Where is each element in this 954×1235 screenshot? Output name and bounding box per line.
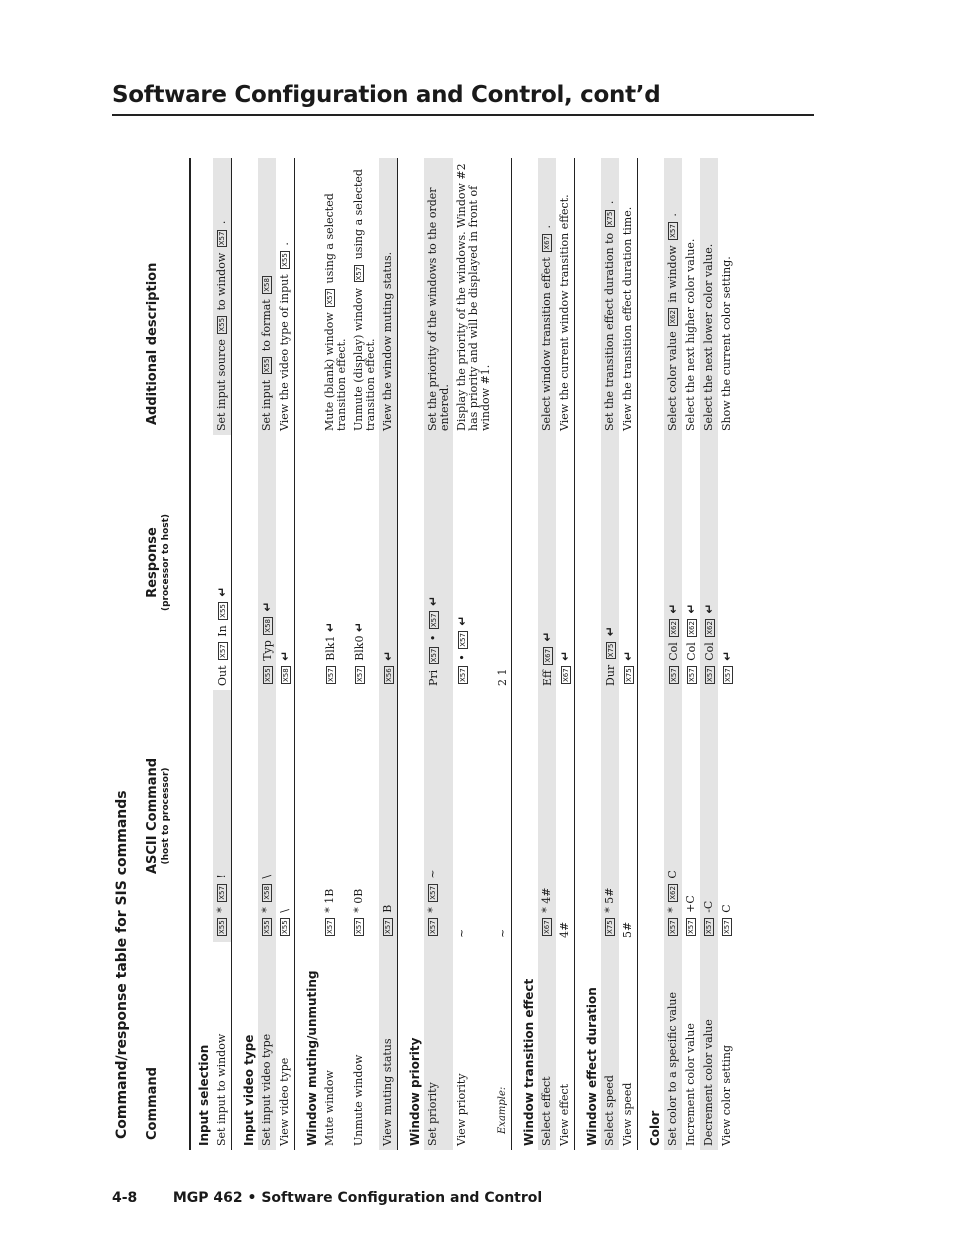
cell-text: Typ: [261, 640, 274, 661]
variable-box: X55: [219, 604, 227, 618]
table-row: [664, 158, 682, 1150]
variable-box: X58: [263, 278, 271, 292]
ascii-cell: [700, 690, 718, 942]
cell-text: C: [720, 904, 733, 913]
cell-text: 4#: [540, 887, 553, 904]
description-cell: [379, 158, 398, 435]
header-response: Response (processor to host): [141, 435, 190, 690]
description-cell: [494, 158, 512, 435]
description-cell: [718, 158, 736, 435]
title-rule: [112, 114, 814, 116]
cell-text: Col: [703, 642, 716, 661]
command-cell: Mute window: [323, 1070, 336, 1146]
cell-text: 1B: [323, 888, 336, 904]
response-cell: [258, 435, 276, 690]
cell-text: .: [666, 213, 679, 217]
header-command: Command: [141, 942, 190, 1150]
cell-text: C: [666, 870, 679, 879]
variable-box: X57: [218, 231, 226, 246]
variable-box: X57: [723, 920, 731, 934]
table-header-row: [141, 158, 190, 1150]
description-cell: [453, 158, 494, 435]
response-cell: [424, 435, 453, 690]
command-cell: View muting status: [379, 942, 398, 1150]
response-cell: [601, 435, 619, 690]
cell-text: using a selected transition effect.: [323, 193, 348, 431]
description-cell: [664, 158, 682, 435]
cell-text: Pri: [427, 669, 440, 686]
response-cell: [664, 435, 682, 690]
description-cell: [258, 158, 276, 435]
variable-box: X75: [607, 643, 615, 658]
variable-box: X57: [218, 886, 226, 900]
cell-text: !: [215, 874, 228, 879]
command-cell: Unmute window: [352, 1054, 365, 1146]
cell-text: 2 1: [496, 668, 509, 686]
command-cell: Set color to a specific value: [664, 942, 682, 1150]
ascii-cell: [350, 690, 379, 942]
return-arrow-icon: ↵: [621, 650, 635, 661]
variable-box: X55: [263, 358, 271, 373]
return-arrow-icon: ↵: [426, 595, 440, 606]
command-cell: View video type: [278, 1057, 291, 1146]
cell-text: Out: [216, 665, 229, 686]
variable-box: X67: [562, 668, 570, 682]
response-cell: [321, 435, 350, 690]
description-cell: [538, 158, 556, 435]
cell-text: B: [381, 904, 394, 913]
cell-text: Set the priority of the windows to the order entered.: [426, 187, 451, 431]
table-row: [718, 158, 736, 1150]
variable-box: X62: [706, 621, 714, 635]
ascii-cell: [213, 690, 232, 942]
ascii-cell: [494, 690, 512, 942]
response-cell: [379, 435, 398, 690]
variable-box: X57: [429, 920, 437, 934]
section-row: Window muting/unmuting: [295, 158, 322, 1150]
return-arrow-icon: ↵: [278, 650, 292, 661]
cell-text: Dur: [604, 664, 617, 686]
command-cell: View color setting: [720, 1044, 733, 1146]
table-row: [379, 158, 398, 1150]
sis-command-table: [141, 158, 789, 1150]
variable-box: X57: [706, 668, 714, 682]
variable-box: X67: [543, 236, 551, 250]
description-cell: [700, 158, 718, 435]
cell-text: Select window transition effect: [540, 257, 553, 431]
variable-box: X62: [669, 886, 677, 900]
return-arrow-icon: ↵: [381, 650, 395, 661]
cell-text: •: [427, 634, 440, 642]
ascii-cell: [276, 690, 295, 942]
table-row: [258, 158, 276, 1150]
command-cell: View priority: [455, 1073, 468, 1146]
variable-box: X55: [218, 920, 226, 934]
variable-box: X57: [219, 644, 227, 658]
cell-text: *: [603, 907, 616, 913]
cell-text: .: [603, 200, 616, 205]
description-cell: [601, 158, 619, 435]
command-cell: Select effect: [538, 942, 556, 1150]
cell-text: to format: [260, 299, 273, 352]
page-title: Software Configuration and Control, cont’d: [112, 82, 661, 108]
ascii-cell: [379, 690, 398, 942]
table-row: [494, 158, 512, 1150]
variable-box: X57: [705, 920, 713, 934]
table-row: [538, 158, 556, 1150]
return-arrow-icon: ↵: [323, 621, 337, 633]
header-ascii-command: ASCII Command (host to processor): [141, 690, 190, 942]
return-arrow-icon: ↵: [558, 650, 572, 661]
variable-box: X62: [670, 621, 678, 635]
variable-box: X67: [543, 920, 551, 934]
response-cell: [494, 435, 512, 690]
cell-text: *: [215, 907, 228, 913]
ascii-cell: [619, 690, 638, 942]
cell-text: Select the next lower color value.: [702, 243, 715, 431]
response-cell: [538, 435, 556, 690]
cell-text: using a selected transition effect.: [352, 169, 377, 431]
cell-text: .: [215, 220, 228, 225]
cell-text: Set the transition effect duration to: [603, 232, 616, 431]
response-cell: [718, 435, 736, 690]
cell-text: Show the current color setting.: [720, 256, 733, 431]
variable-box: X57: [430, 613, 438, 628]
page-footer: [112, 1190, 542, 1206]
variable-box: X62: [688, 621, 696, 635]
cell-text: Eff: [541, 670, 554, 686]
header-description: Additional description: [141, 158, 190, 435]
variable-box: X57: [669, 224, 677, 238]
cell-text: Blk0: [353, 635, 366, 661]
cell-text: in window: [666, 245, 679, 303]
footer-page-number: 4-8: [112, 1190, 138, 1206]
cell-text: View the transition effect duration time.: [621, 206, 634, 431]
variable-box: X57: [459, 633, 467, 647]
cell-text: View the video type of input: [278, 274, 291, 431]
cell-text: .: [278, 242, 291, 246]
variable-box: X57: [326, 290, 334, 305]
command-cell: View effect: [558, 1083, 571, 1146]
cell-text: Col: [685, 642, 698, 661]
cell-text: +C: [684, 895, 697, 913]
variable-box: X55: [281, 920, 289, 934]
variable-box: X56: [385, 668, 393, 682]
section-row: Window transition effect: [512, 158, 539, 1150]
variable-box: X58: [282, 668, 290, 682]
response-cell: [700, 435, 718, 690]
ascii-cell: [321, 690, 350, 942]
variable-box: X57: [355, 920, 363, 934]
table-row: [556, 158, 575, 1150]
variable-box: X55: [218, 317, 226, 332]
table-row: [321, 158, 350, 1150]
variable-box: X57: [669, 920, 677, 934]
ascii-cell: [682, 690, 700, 942]
table-row: [700, 158, 718, 1150]
cell-text: •: [456, 654, 469, 661]
ascii-cell: [453, 690, 494, 942]
cell-text: -C: [702, 900, 715, 913]
return-arrow-icon: ↵: [702, 603, 716, 614]
return-arrow-icon: ↵: [684, 603, 698, 614]
description-cell: [213, 158, 232, 435]
cell-text: 5#: [621, 921, 634, 938]
response-cell: [213, 435, 232, 690]
ascii-cell: [718, 690, 736, 942]
return-arrow-icon: ↵: [455, 615, 469, 626]
variable-box: X57: [459, 668, 467, 682]
section-row: Input video type: [232, 158, 259, 1150]
variable-box: X57: [384, 920, 392, 934]
variable-box: X57: [429, 886, 437, 900]
table-row: [619, 158, 638, 1150]
cell-text: .: [540, 225, 553, 229]
description-cell: [556, 158, 575, 435]
return-arrow-icon: ↵: [720, 650, 734, 661]
variable-box: X75: [625, 668, 633, 682]
ascii-cell: [258, 690, 276, 942]
description-cell: [682, 158, 700, 435]
variable-box: X57: [724, 668, 732, 682]
cell-text: 0B: [352, 888, 365, 904]
variable-box: X62: [669, 310, 677, 324]
return-arrow-icon: ↵: [352, 621, 366, 633]
command-cell: Example:: [497, 1086, 508, 1134]
ascii-cell: [601, 690, 619, 942]
cell-text: Set input: [260, 379, 273, 431]
return-arrow-icon: ↵: [215, 586, 229, 597]
table-row: [453, 158, 494, 1150]
variable-box: X57: [355, 266, 363, 281]
variable-box: X57: [670, 668, 678, 682]
variable-box: X55: [281, 253, 289, 267]
response-cell: [276, 435, 295, 690]
cell-text: \: [278, 909, 291, 913]
variable-box: X75: [606, 920, 614, 934]
description-cell: [276, 158, 295, 435]
cell-text: Display the priority of the windows. Window #2 has priority and will be displayed in front of window #1.: [455, 163, 492, 431]
command-cell: Set input to window: [215, 1033, 228, 1146]
variable-box: X57: [687, 920, 695, 934]
ascii-cell: [556, 690, 575, 942]
ascii-cell: [664, 690, 682, 942]
response-cell: [556, 435, 575, 690]
description-cell: [424, 158, 453, 435]
cell-text: In: [216, 625, 229, 637]
table-row: [350, 158, 379, 1150]
cell-text: *: [260, 907, 273, 913]
variable-box: X58: [263, 886, 271, 900]
command-cell: Select speed: [601, 942, 619, 1150]
cell-text: Col: [667, 642, 680, 661]
return-arrow-icon: ↵: [260, 601, 274, 612]
variable-box: X55: [263, 920, 271, 934]
variable-box: X57: [688, 668, 696, 682]
cell-text: View the current window transition effect.: [558, 194, 571, 431]
cell-text: Blk1: [324, 635, 337, 661]
variable-box: X55: [264, 668, 272, 682]
cell-text: *: [323, 907, 336, 913]
response-cell: [619, 435, 638, 690]
variable-box: X57: [430, 648, 438, 663]
command-cell: Set priority: [424, 942, 453, 1150]
table-row: [213, 158, 232, 1150]
response-cell: [682, 435, 700, 690]
section-row: Window priority: [398, 158, 425, 1150]
variable-box: X57: [326, 920, 334, 934]
cell-text: *: [426, 907, 439, 913]
cell-text: ~: [496, 928, 509, 938]
cell-text: Unmute (display) window: [352, 287, 365, 431]
variable-box: X67: [544, 648, 552, 663]
variable-box: X58: [264, 619, 272, 633]
description-cell: [350, 158, 379, 435]
table-caption: Command/response table for SIS commands: [114, 790, 130, 1139]
command-cell: Increment color value: [684, 1023, 697, 1146]
cell-text: to window: [215, 252, 228, 311]
footer-text: MGP 462 • Software Configuration and Control: [172, 1190, 543, 1206]
cell-text: 4#: [558, 921, 571, 938]
table-row: [682, 158, 700, 1150]
response-cell: [350, 435, 379, 690]
command-cell: Decrement color value: [700, 942, 718, 1150]
section-row: Input selection: [197, 1044, 211, 1146]
table-row: [601, 158, 619, 1150]
command-cell: View speed: [621, 1082, 634, 1146]
cell-text: ~: [455, 928, 468, 938]
cell-text: ~: [426, 869, 439, 879]
description-cell: [321, 158, 350, 435]
table-row: [276, 158, 295, 1150]
return-arrow-icon: ↵: [666, 603, 680, 614]
cell-text: View the window muting status.: [381, 251, 394, 431]
response-cell: [453, 435, 494, 690]
command-cell: Set input video type: [258, 942, 276, 1150]
variable-box: X57: [356, 668, 364, 682]
cell-text: 5#: [603, 887, 616, 904]
cell-text: *: [540, 907, 553, 913]
variable-box: X57: [327, 668, 335, 682]
cell-text: Set input source: [215, 339, 228, 431]
cell-text: *: [666, 907, 679, 913]
return-arrow-icon: ↵: [540, 631, 554, 642]
cell-text: Mute (blank) window: [323, 312, 336, 431]
description-cell: [619, 158, 638, 435]
variable-box: X75: [606, 211, 614, 226]
cell-text: Select the next higher color value.: [684, 238, 697, 431]
cell-text: *: [352, 907, 365, 913]
ascii-cell: [424, 690, 453, 942]
return-arrow-icon: ↵: [603, 626, 617, 637]
table-row: [424, 158, 453, 1150]
cell-text: Select color value: [666, 331, 679, 431]
section-row: Color: [638, 158, 665, 1150]
ascii-cell: [538, 690, 556, 942]
section-row: Window effect duration: [575, 158, 602, 1150]
cell-text: \: [260, 874, 273, 879]
